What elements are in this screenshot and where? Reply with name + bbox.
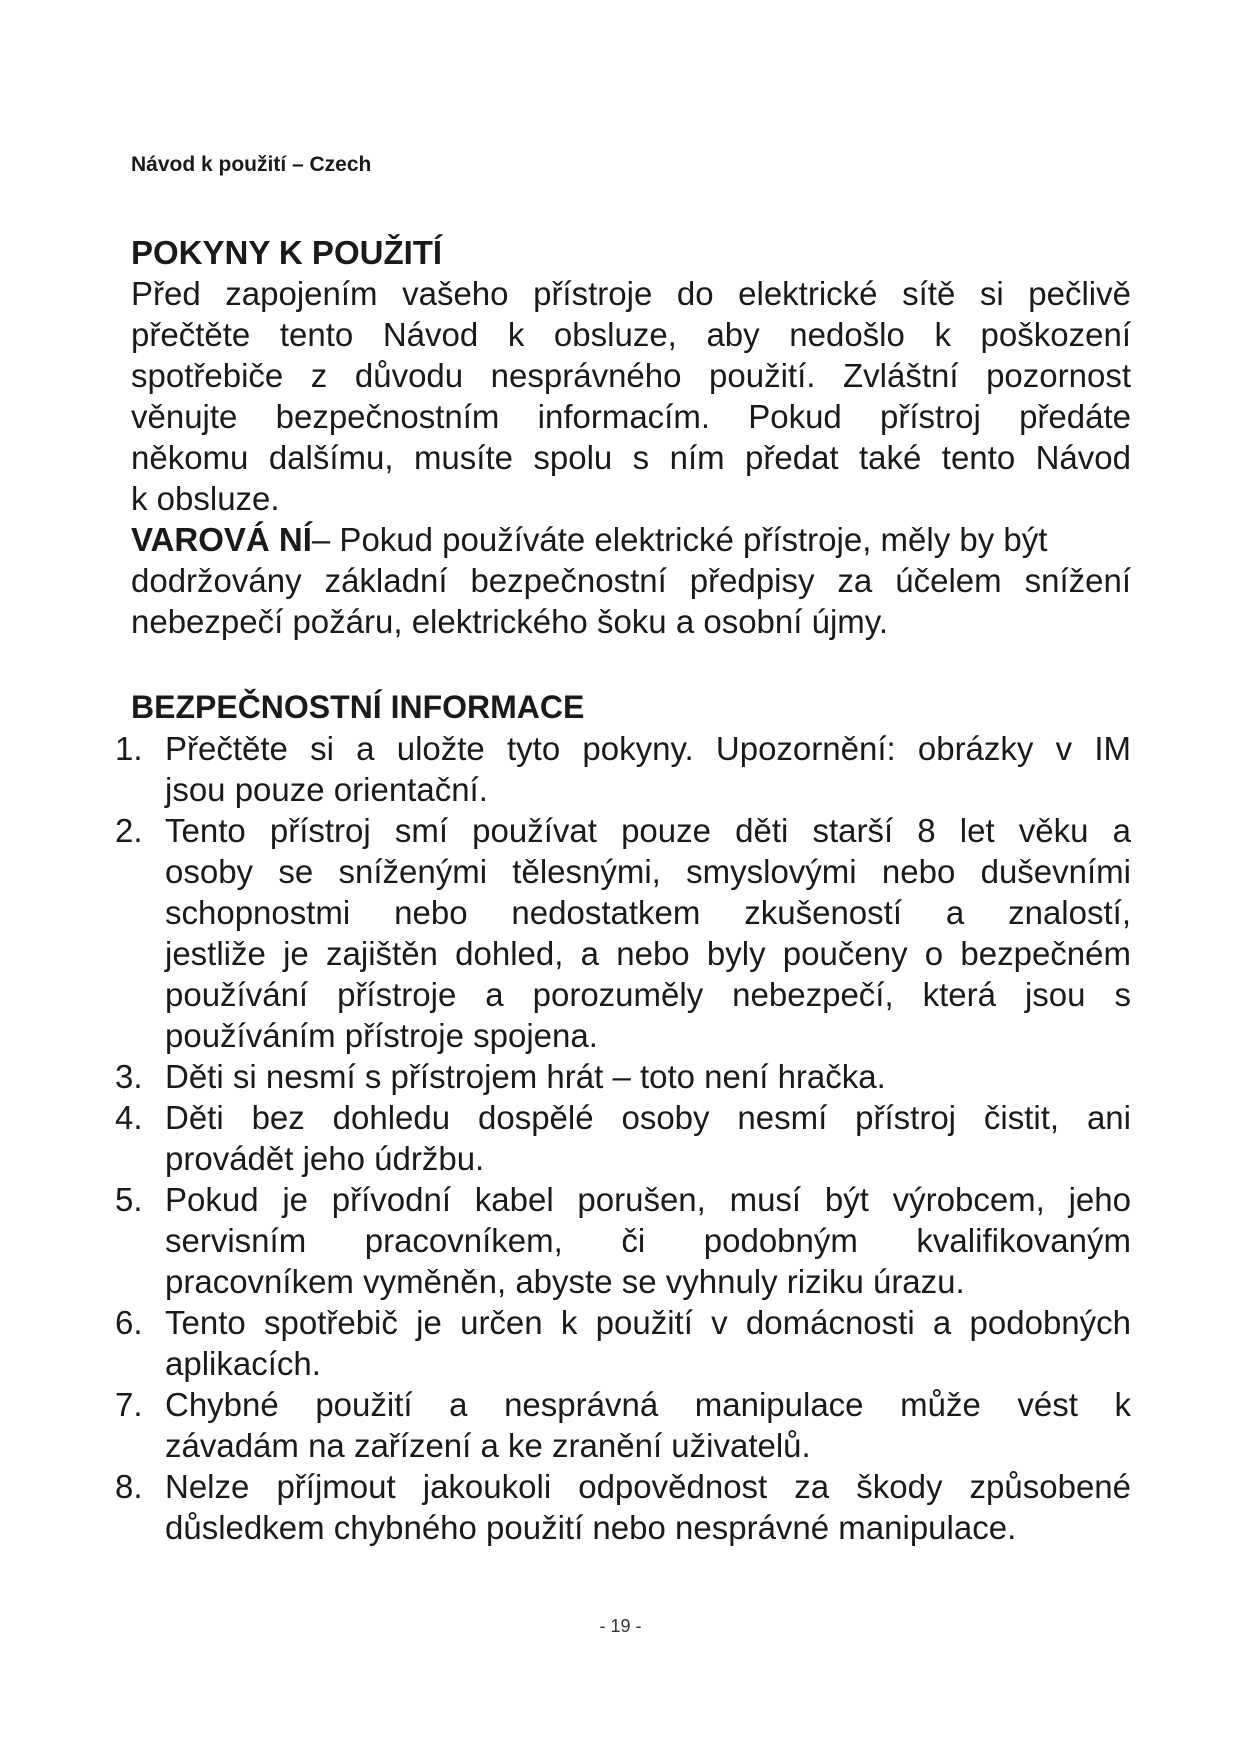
warning-first-line [131,519,1131,560]
list-item-line: schopnostmi nebo nedostatkem zkušeností a znalostí, [165,894,1131,931]
list-item-number: 4. [115,1099,143,1136]
paragraph-line: spotřebiče z důvodu nesprávného použití. Zvláštní pozornost [131,357,1131,394]
list-item-line: Nelze příjmout jakoukoli odpovědnost za škody způsobené [165,1468,1131,1505]
list-item-line: důsledkem chybného použití nebo nesprávné manipulace. [165,1509,1017,1546]
list-item-line: Chybné použití a nesprávná manipulace může vést k [165,1386,1131,1423]
warning-paragraph [131,519,1131,642]
warning-line: nebezpečí požáru, elektrického šoku a osobní újmy. [131,603,888,640]
list-item [115,1466,1131,1548]
warning-label: VAROVÁ NÍ [131,521,312,558]
list-item-line: Tento spotřebič je určen k použití v domácnosti a podobných [165,1304,1131,1341]
list-item-number: 6. [115,1304,143,1341]
paragraph-line: přečtěte tento Návod k obsluze, aby nedošlo k poškození [131,316,1131,353]
list-item-line: servisním pracovníkem, či podobným kvalifikovaným [165,1222,1131,1259]
list-item [115,810,1131,1056]
list-item-line: Děti bez dohledu dospělé osoby nesmí přístroj čistit, ani [165,1099,1131,1136]
list-item [115,1056,1131,1097]
warning-line: dodržovány základní bezpečnostní předpisy za účelem snížení [131,562,1131,599]
list-item-line: Pokud je přívodní kabel porušen, musí být výrobcem, jeho [165,1181,1131,1218]
list-item-line: aplikacích. [165,1345,321,1382]
list-item-line: jestliže je zajištěn dohled, a nebo byly poučeny o bezpečném [165,935,1131,972]
list-item-line: osoby se sníženými tělesnými, smyslovými nebo duševními [165,853,1131,890]
list-item [115,1179,1131,1302]
list-item-number: 1. [115,730,143,767]
page-number: - 19 - [599,1616,642,1636]
list-item-line: pracovníkem vyměněn, abyste se vyhnuly riziku úrazu. [165,1263,965,1300]
list-item [115,728,1131,810]
paragraph-line: věnujte bezpečnostním informacím. Pokud přístroj předáte [131,398,1131,435]
document-header: Návod k použití – Czech [131,153,372,176]
list-item [115,1384,1131,1466]
paragraph-line: Před zapojením vašeho přístroje do elektrické sítě si pečlivě [131,275,1131,312]
list-item-number: 7. [115,1386,143,1423]
list-item-number: 2. [115,812,143,849]
paragraph-line: k obsluze. [131,480,280,517]
list-item-line: závadám na zařízení a ke zranění uživatelů. [165,1427,811,1464]
list-item-line: provádět jeho údržbu. [165,1140,485,1177]
instructions-paragraph [131,273,1131,642]
list-item-number: 3. [115,1058,143,1095]
list-item-line: používáním přístroje spojena. [165,1017,598,1054]
list-item [115,1302,1131,1384]
paragraph-line: někomu dalšímu, musíte spolu s ním předat také tento Návod [131,439,1131,476]
main-content [115,232,1131,1546]
safety-list [115,728,1131,1548]
warning-text: – Pokud používáte elektrické přístroje, měly by být [311,521,1048,558]
section-heading-safety: BEZPEČNOSTNÍ INFORMACE [131,689,585,725]
section-heading-instructions: POKYNY K POUŽITÍ [131,234,443,271]
list-item-line: Přečtěte si a uložte tyto pokyny. Upozornění: obrázky v IM [165,730,1131,767]
list-item-line: jsou pouze orientační. [165,771,488,808]
list-item-line: Děti si nesmí s přístrojem hrát – toto není hračka. [165,1058,886,1095]
list-item [115,1097,1131,1179]
list-item-number: 5. [115,1181,143,1218]
list-item-number: 8. [115,1468,143,1505]
list-item-line: Tento přístroj smí používat pouze děti starší 8 let věku a [165,812,1131,849]
list-item-line: používání přístroje a porozuměly nebezpečí, která jsou s [165,976,1131,1013]
